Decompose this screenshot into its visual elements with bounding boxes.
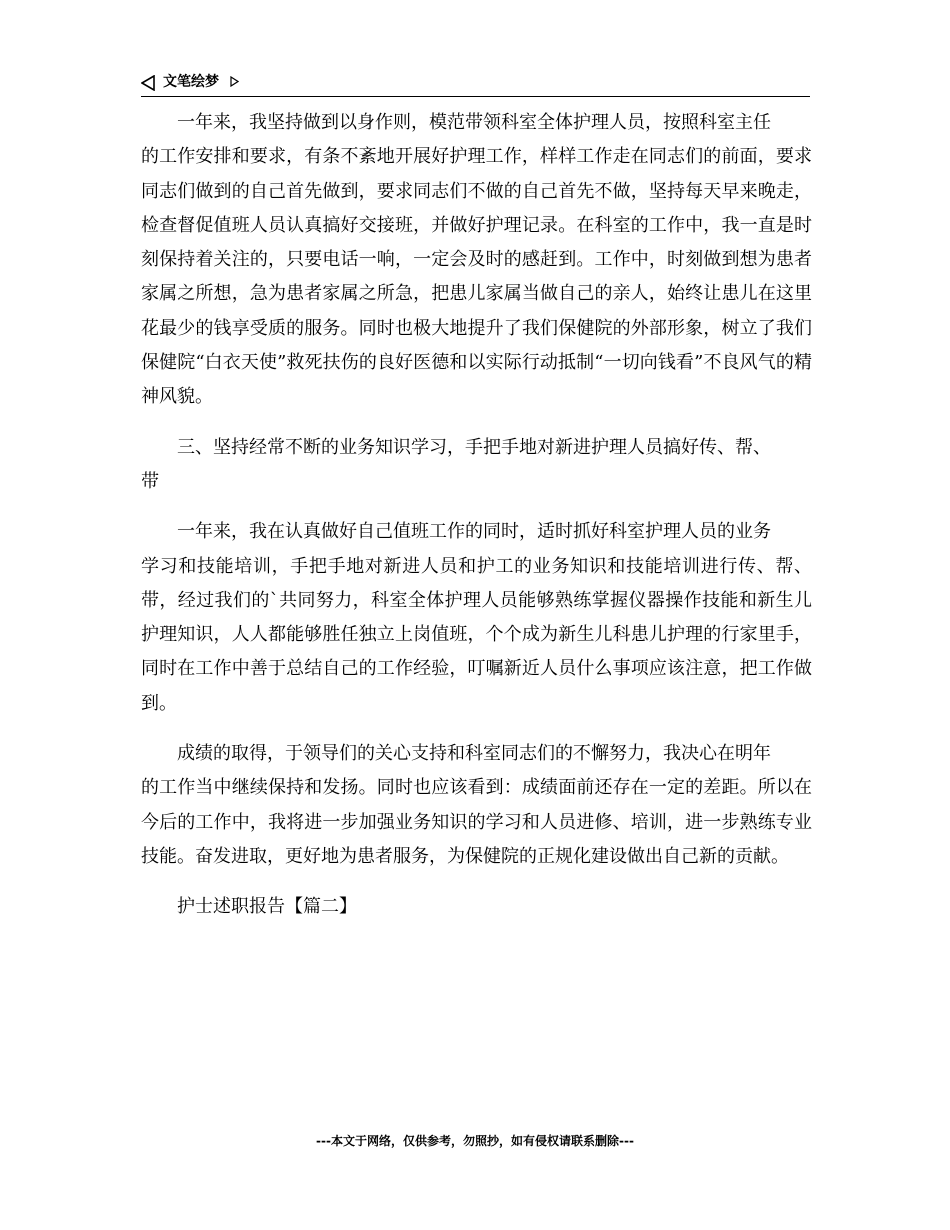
paragraph-4-first-line: 成绩的取得，于领导们的关心支持和科室同志们的不懈努力，我决心在明年 <box>177 743 771 765</box>
paragraph-3-first-line: 一年来，我在认真做好自己值班工作的同时，适时抓好科室护理人员的业务 <box>177 521 771 543</box>
document-body <box>141 106 812 941</box>
paragraph-2-first-line: 三、坚持经常不断的业务知识学习，手把手地对新进护理人员搞好传、帮、 <box>177 436 771 458</box>
page-header <box>141 72 810 97</box>
paragraph-4 <box>141 737 812 874</box>
paragraph-2 <box>141 431 812 500</box>
paragraph-1-rest: 的工作安排和要求，有条不紊地开展好护理工作，样样工作走在同志们的前面，要求同志们做到的自己首先做到，要求同志们不做的自己首先不做，坚持每天早来晚走，检查督促值班人员认真搞好交接班，并做好护理记录。在科室的工作中，我一直是时刻保持着关注的，只要电话一响，一定会及时的感赶到。工作中，时刻做到想为患者家属之所想，急为患者家属之所急，把患儿家属当做自己的亲人，始终让患儿在这里花最少的钱享受质的服务。同时也极大地提升了我们保健院的外部形象，树立了我们保健院“白衣天使”救死扶伤的良好医德和以实际行动抵制“一切向钱看”不良风气的精神风貌。 <box>141 146 812 408</box>
paragraph-4-rest: 的工作当中继续保持和发扬。同时也应该看到：成绩面前还存在一定的差距。所以在今后的工作中，我将进一步加强业务知识的学习和人员进修、培训，进一步熟练专业技能。奋发进取，更好地为患者服务，为保健院的正规化建设做出自己新的贡献。 <box>141 777 812 867</box>
paragraph-1 <box>141 106 812 415</box>
paragraph-3 <box>141 515 812 721</box>
paragraph-2-rest: 带 <box>141 470 159 492</box>
header-brand: 文笔绘梦 <box>163 74 219 90</box>
triangle-right-outline-icon <box>230 76 239 87</box>
footer-notice: ---本文于网络，仅供参考，勿照抄，如有侵权请联系删除--- <box>316 1134 634 1148</box>
paragraph-1-first-line: 一年来，我坚持做到以身作则，模范带领科室全体护理人员，按照科室主任 <box>177 112 771 133</box>
paragraph-3-rest: 学习和技能培训，手把手地对新进人员和护工的业务知识和技能培训进行传、帮、带，经过我们的`共同努力，科室全体护理人员能够熟练掌握仪器操作技能和新生儿护理知识，人人都能够胜任独立上岗值班，个个成为新生儿科患儿护理的行家里手，同时在工作中善于总结自己的工作经验，叮嘱新近人员什么事项应该注意，把工作做到。 <box>141 555 812 714</box>
section-title: 护士述职报告【篇二】 <box>177 896 357 918</box>
triangle-left-outline-icon <box>141 75 155 91</box>
